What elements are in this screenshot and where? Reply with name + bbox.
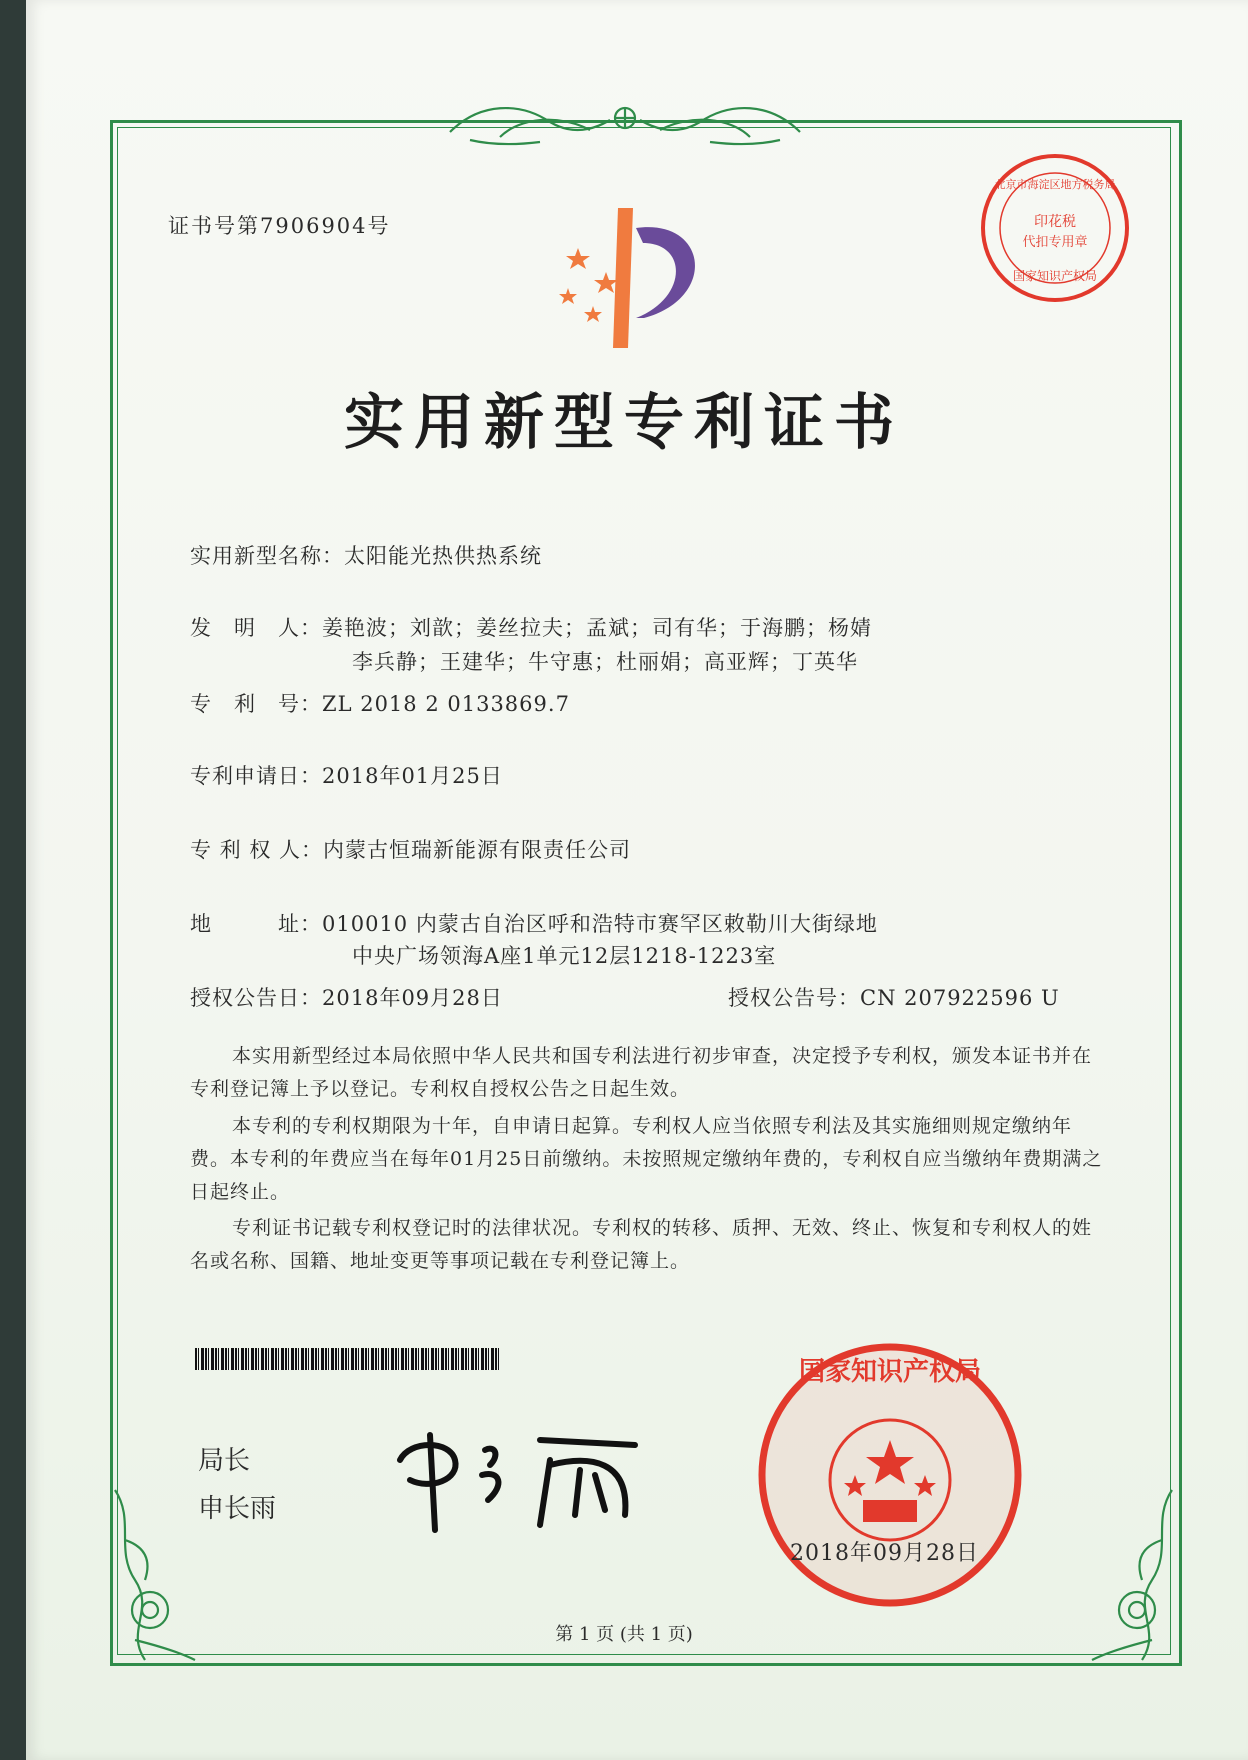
- tax-stamp-ring: 北京市海淀区地方税务局: [994, 178, 1116, 191]
- field-patentee-label: 专 利 权 人：: [190, 838, 324, 862]
- certificate-title: 实用新型专利证书: [344, 388, 904, 458]
- issue-date: 2018年09月28日: [790, 1541, 979, 1566]
- tax-stamp-center1: 印花税: [1034, 214, 1076, 230]
- field-grant-number: [728, 982, 1060, 1014]
- field-application-date-value: 2018年01月25日: [322, 764, 503, 788]
- official-seal-ring: 国家知识产权局: [798, 1357, 982, 1387]
- paragraph-3: [190, 1212, 1105, 1278]
- field-patent-number: [190, 688, 570, 720]
- field-name: [190, 540, 542, 572]
- field-application-date: [190, 760, 503, 792]
- tax-stamp: [975, 148, 1135, 308]
- field-inventors: [190, 612, 872, 644]
- field-address-line2: 中央广场领海A座1单元12层1218-1223室: [352, 944, 777, 968]
- paragraph-3-text: 专利证书记载专利权登记时的法律状况。专利权的转移、质押、无效、终止、恢复和专利权人的姓名或名称、国籍、地址变更等事项记载在专利登记簿上。: [190, 1217, 1093, 1272]
- page-footer: 第 1 页 (共 1 页): [555, 1624, 693, 1645]
- patent-office-logo: [548, 208, 728, 348]
- field-grant-date-label: 授权公告日：: [190, 986, 322, 1010]
- director-title: 局长: [198, 1446, 251, 1476]
- field-patent-number-value: ZL 2018 2 0133869.7: [322, 692, 570, 716]
- field-grant-number-label: 授权公告号：: [728, 986, 860, 1010]
- barcode: [195, 1348, 500, 1370]
- field-patent-number-label: 专 利 号：: [190, 692, 322, 716]
- paragraph-2-text: 本专利的专利权期限为十年，自申请日起算。专利权人应当依照专利法及其实施细则规定缴纳年费。本专利的年费应当在每年01月25日前缴纳。未按照规定缴纳年费的，专利权自应当缴纳年费期满之日起终止。: [190, 1115, 1103, 1203]
- field-name-value: 太阳能光热供热系统: [344, 544, 542, 568]
- top-ornament: [440, 92, 810, 152]
- field-application-date-label: 专利申请日：: [190, 764, 322, 788]
- field-patentee: [190, 834, 631, 866]
- paragraph-1-text: 本实用新型经过本局依照中华人民共和国专利法进行初步审查，决定授予专利权，颁发本证书并在专利登记簿上予以登记。专利权自授权公告之日起生效。: [190, 1045, 1093, 1100]
- field-patentee-value: 内蒙古恒瑞新能源有限责任公司: [323, 838, 632, 862]
- director-name: 申长雨: [198, 1494, 277, 1524]
- paragraph-2: [190, 1110, 1105, 1209]
- tax-stamp-bottom: 国家知识产权局: [1012, 269, 1098, 283]
- field-address-line1: 010010 内蒙古自治区呼和浩特市赛罕区敕勒川大街绿地: [322, 912, 878, 936]
- field-inventors-label: 发 明 人：: [190, 616, 322, 640]
- tax-stamp-center2: 代扣专用章: [1022, 235, 1088, 250]
- certificate-number: 证书号第7906904号: [168, 214, 391, 238]
- field-address: [190, 908, 878, 940]
- field-inventors-line1: 姜艳波；刘歆；姜丝拉夫；孟斌；司有华；于海鹏；杨婧: [322, 616, 872, 640]
- field-address-label: 地 址：: [190, 912, 322, 936]
- field-name-label: 实用新型名称：: [190, 544, 344, 568]
- field-grant-number-value: CN 207922596 U: [860, 986, 1060, 1010]
- paragraph-1: [190, 1040, 1105, 1106]
- field-inventors-line2: 李兵静；王建华；牛守惠；杜丽娟；高亚辉；丁英华: [352, 650, 858, 674]
- field-grant-date-value: 2018年09月28日: [322, 986, 503, 1010]
- director-signature: [390, 1420, 660, 1540]
- field-grant-date: [190, 982, 503, 1014]
